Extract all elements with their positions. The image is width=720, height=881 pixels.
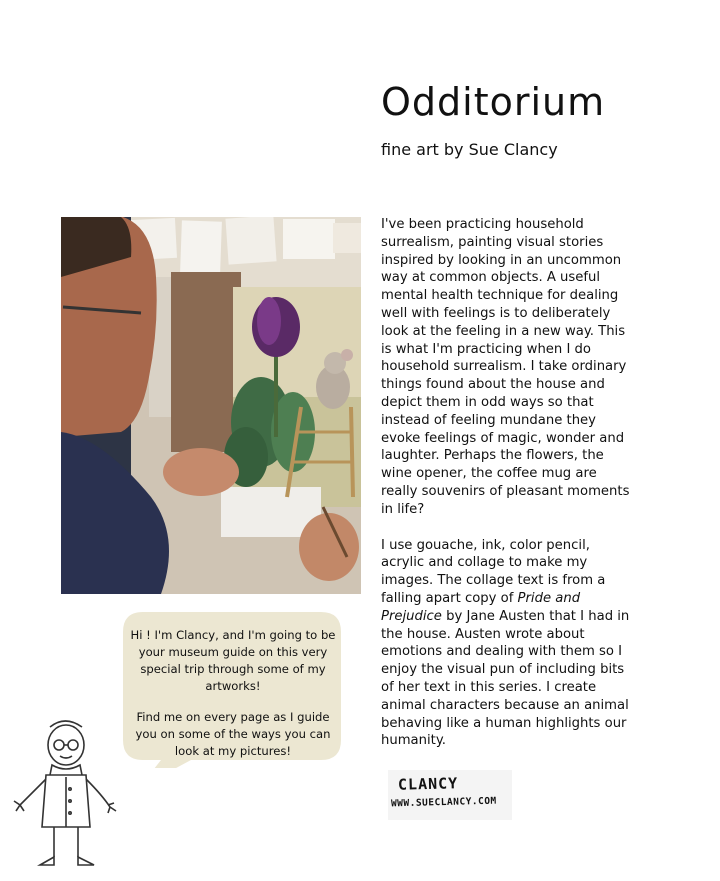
paragraph-materials-part2: by Jane Austen that I had in the house. Austen wrote about emotions and dealing with them so I enjoy the visual pun of including bits of her text in this series. I create animal characters because an animal behaving like a human highlights our humanity. [381, 608, 630, 749]
clancy-mascot-illustration [10, 715, 122, 875]
paragraph-materials-part1: I use gouache, ink, color pencil, acrylic and collage to make my images. The collage text is from a falling apart copy of [381, 537, 606, 606]
artist-photo [61, 217, 361, 594]
bubble-instructions: Find me on every page as I guide you on some of the ways you can look at my pictures! [135, 710, 331, 758]
page-subtitle: fine art by Sue Clancy [381, 140, 558, 159]
page-title: Odditorium [381, 80, 606, 124]
speech-bubble-text [128, 627, 338, 774]
bubble-greeting: Hi ! I'm Clancy, and I'm going to be your museum guide on this very special trip through some of my artworks! [130, 628, 336, 693]
book-title: Pride and Prejudice [381, 590, 581, 624]
logo-name: CLANCY [397, 774, 459, 794]
logo-url: WWW.SUECLANCY.COM [390, 795, 497, 810]
paragraph-materials [381, 537, 631, 751]
body-text [381, 216, 631, 768]
paragraph-household-surrealism: I've been practicing household surrealism, painting visual stories inspired by looking in an uncommon way at common objects. A useful mental health technique for dealing well with feelings is to deliberately look at the feeling in a new way. This is what I'm practicing when I do household surrealism. I take ordinary things found about the house and depict them in odd ways so that instead of feeling mundane they evoke feelings of magic, wonder and laughter. Perhaps the flowers, the wine opener, the coffee mug are really souvenirs of pleasant moments in life? [381, 217, 630, 517]
